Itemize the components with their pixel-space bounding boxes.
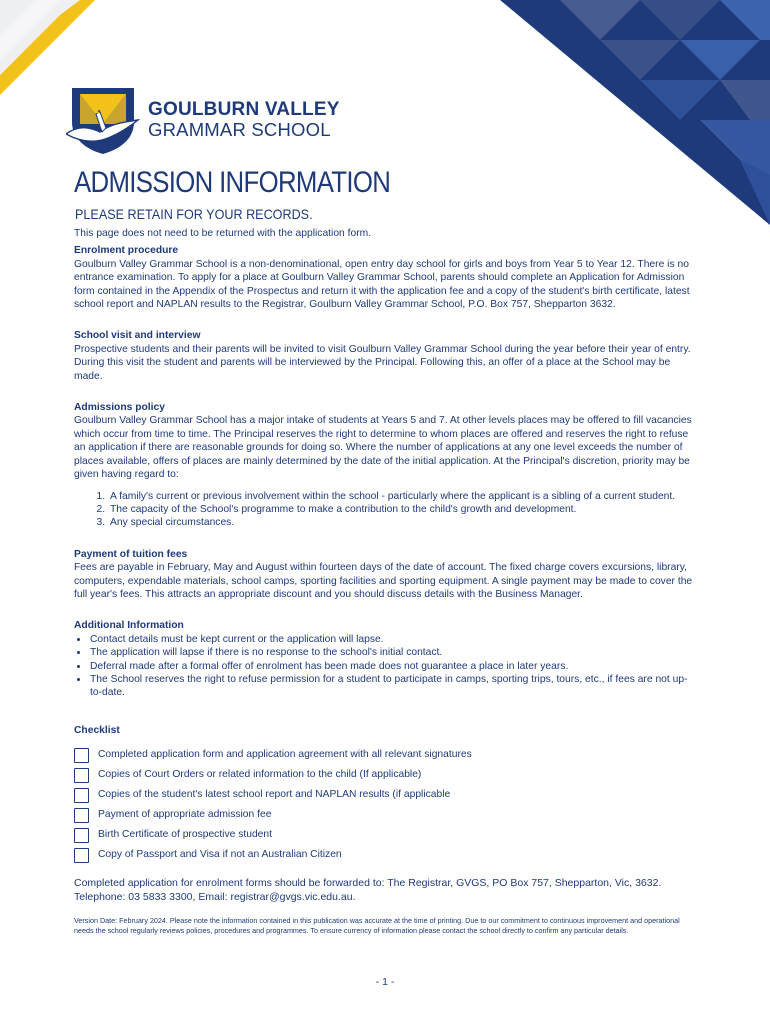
section-body: Goulburn Valley Grammar School has a major intake of students at Years 5 and 7. At other levels places may be offered to fill vacancies which occur from time to time. The Principal reserves the right to determine to whom places are offered and reserves the right to refuse an application if there are reasonable grounds for doing so. Where the number of applications at any one level exceeds the number of places available, offers of places are mainly determined by the date of the initial application. At the Principal's discretion, priority may be given having regard to:	[74, 415, 692, 481]
checkbox[interactable]	[74, 828, 89, 843]
checkbox[interactable]	[74, 768, 89, 783]
logo-line-2: GRAMMAR SCHOOL	[148, 119, 331, 141]
section-heading: Enrolment procedure	[74, 245, 179, 257]
page-title: ADMISSION INFORMATION	[74, 166, 391, 199]
section-heading: Additional Information	[74, 620, 184, 632]
section-heading: Admissions policy	[74, 402, 165, 414]
section-visit	[74, 329, 698, 383]
section-additional	[74, 619, 698, 699]
checklist-label: Birth Certificate of prospective student	[98, 829, 272, 841]
list-item: • Deferral made after a formal offer of enrolment has been made does not guarantee a place in later years.	[89, 660, 698, 673]
section-body: Prospective students and their parents will be invited to visit Goulburn Valley Grammar School during the year before their year of entry. During this visit the student and parents will be interviewed by the Principal. Following this, an offer of a place at the School may be made.	[74, 343, 691, 382]
list-item: • Contact details must be kept current or the application will lapse.	[89, 633, 698, 646]
checkbox[interactable]	[74, 748, 89, 763]
checkbox[interactable]	[74, 788, 89, 803]
checklist	[74, 745, 698, 865]
corner-decoration-right	[500, 0, 770, 225]
checklist-item	[74, 845, 698, 865]
page-number: - 1 -	[375, 976, 395, 988]
checklist-item	[74, 785, 698, 805]
section-policy	[74, 401, 698, 530]
checklist-label: Copy of Passport and Visa if not an Australian Citizen	[98, 849, 342, 861]
checklist-item	[74, 825, 698, 845]
forwarding-info: Completed application for enrolment forms should be forwarded to: The Registrar, GVGS, PO Box 757, Shepparton, Vic, 3632. Telephone: 03 5833 3300, Email: registrar@gvgs.vic.edu.au.	[74, 877, 662, 903]
section-checklist	[74, 724, 698, 865]
version-note: Version Date: February 2024. Please note the information contained in this publication was accurate at the time of printing. Due to our commitment to continuous improvement and operational needs the school regularly reviews policies, procedures and programmes. To ensure currency of information please contact the school directly to confirm any particular details.	[74, 916, 680, 936]
list-item: • The application will lapse if there is no response to the school's initial contact.	[89, 646, 698, 659]
checkbox[interactable]	[74, 848, 89, 863]
checklist-label: Completed application form and application agreement with all relevant signatures	[98, 749, 472, 761]
list-item: 3. Any special circumstances.	[108, 516, 698, 529]
section-fees	[74, 548, 698, 602]
logo-line-1: GOULBURN VALLEY	[148, 99, 340, 121]
logo-wordmark	[148, 100, 340, 139]
return-note: This page does not need to be returned with the application form.	[74, 228, 372, 239]
section-heading: Payment of tuition fees	[74, 548, 188, 560]
section-body: Fees are payable in February, May and August within fourteen days of the date of account. The fixed charge covers excursions, library, computers, expendable materials, school camps, sporting facilities and sporting equipment. A single payment may be made to cover the full year's fees. This attracts an appropriate discount and you should discuss details with the Business Manager.	[74, 562, 693, 600]
crest-icon	[66, 84, 140, 156]
additional-info-list	[74, 633, 698, 700]
section-heading: Checklist	[74, 724, 120, 736]
checklist-label: Copies of the student's latest school report and NAPLAN results (if applicable	[98, 789, 451, 801]
section-enrolment	[74, 244, 698, 311]
checklist-item	[74, 805, 698, 825]
section-body: Goulburn Valley Grammar School is a non-denominational, open entry day school for girls and boys from Year 5 to Year 12. There is no entrance examination. To apply for a place at Goulburn Valley Grammar School, parents should complete an Application for Admission form contained in the Appendix of the Prospectus and return it with the application fee and a copy of the student's birth certificate, latest school report and NAPLAN results to the Registrar, Goulburn Valley Grammar School, P.O. Box 757, Shepparton 3632.	[74, 258, 690, 311]
checklist-item	[74, 765, 698, 785]
list-item: 2. The capacity of the School's programme to make a contribution to the child's growth and development.	[108, 503, 698, 516]
document-body	[74, 227, 698, 936]
section-heading: School visit and interview	[74, 330, 201, 342]
priority-list	[74, 490, 698, 530]
page-subtitle: PLEASE RETAIN FOR YOUR RECORDS.	[75, 206, 313, 222]
checklist-label: Payment of appropriate admission fee	[98, 809, 272, 821]
checklist-item	[74, 745, 698, 765]
school-logo	[66, 84, 340, 156]
checkbox[interactable]	[74, 808, 89, 823]
checklist-label: Copies of Court Orders or related information to the child (If applicable)	[98, 769, 422, 781]
list-item: 1. A family's current or previous involvement within the school - particularly where the applicant is a sibling of a current student.	[108, 490, 698, 503]
list-item: • The School reserves the right to refuse permission for a student to participate in camps, sporting trips, tours, etc., if fees are not up-to-date.	[89, 673, 698, 700]
